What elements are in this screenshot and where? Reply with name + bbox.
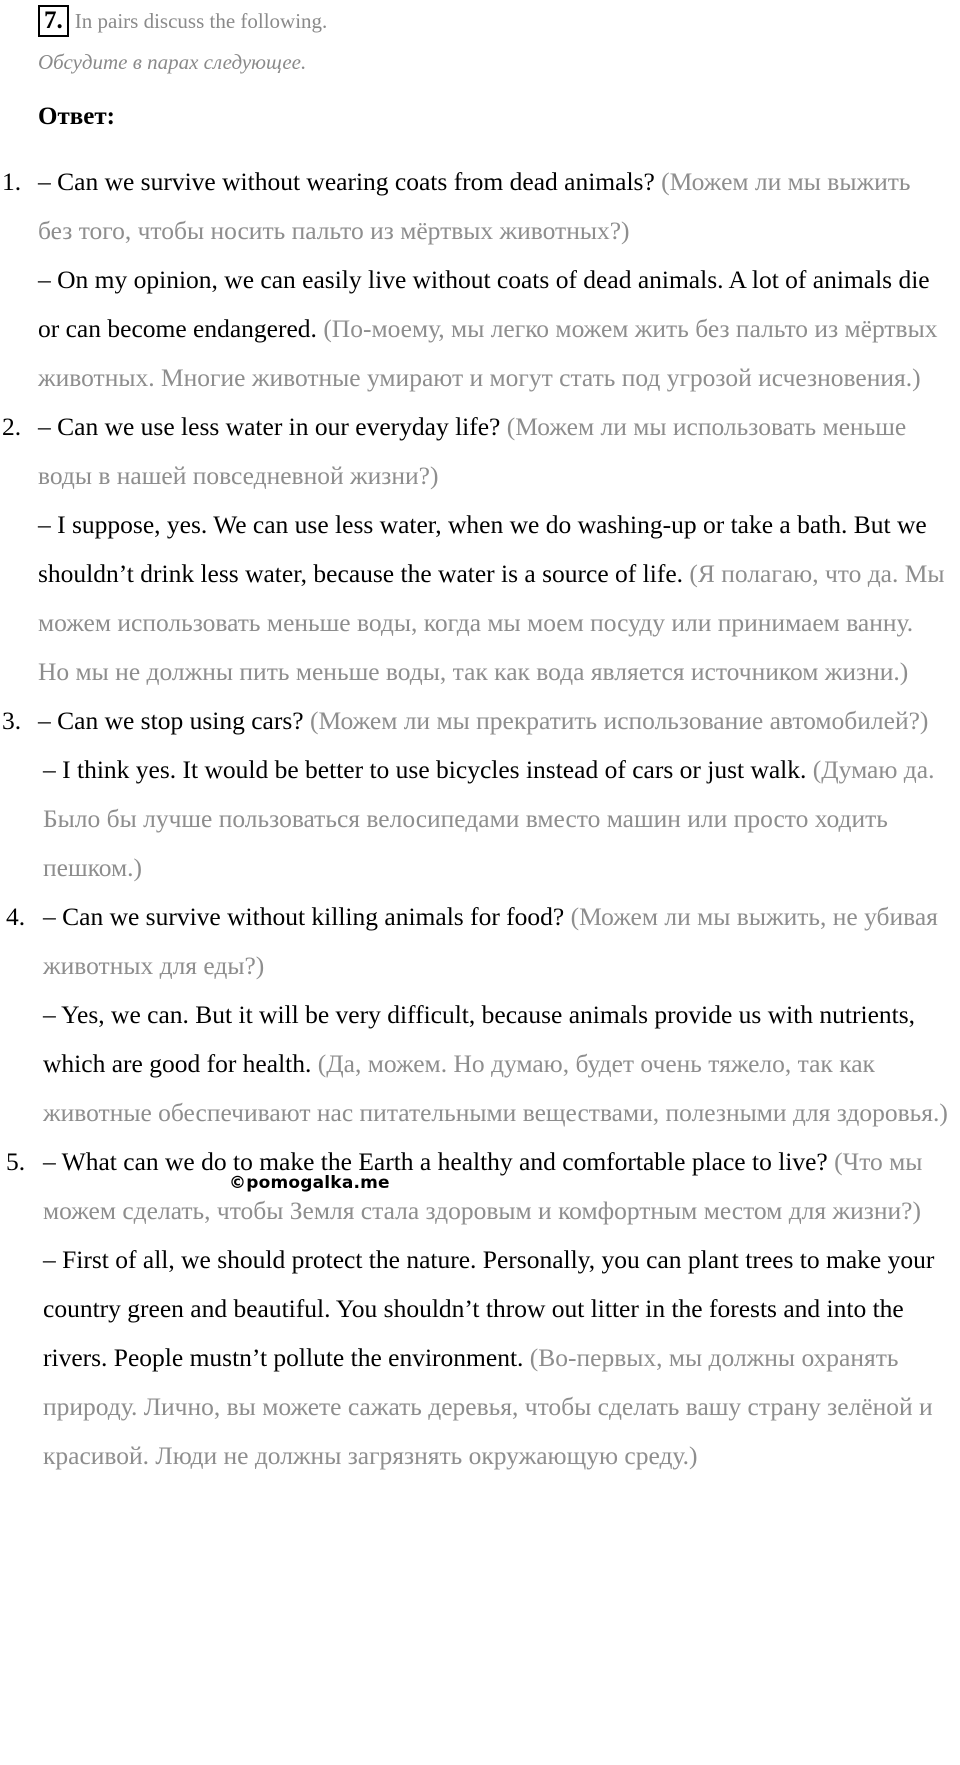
answer-paragraph xyxy=(38,255,950,402)
question-en: – What can we do to make the Earth a healthy and comfortable place to live? xyxy=(43,1147,828,1176)
task-subtitle: Обсудите в парах следующее. xyxy=(38,50,307,74)
list-item xyxy=(0,696,960,892)
question-en: – Can we survive without killing animals for food? xyxy=(43,902,565,931)
answer-paragraph xyxy=(38,745,950,892)
question-en: – Can we stop using cars? xyxy=(38,706,304,735)
watermark: ©pomogalka.me xyxy=(229,1173,390,1193)
answer-ru: (Да, можем. Но думаю, будет очень тяжело, так как животные обеспечивают нас питательными веществами, полезными для здоровья.) xyxy=(43,1049,948,1127)
question-en: – Can we survive without wearing coats from dead animals? xyxy=(38,167,655,196)
answer-list xyxy=(0,157,960,1480)
question-ru: (Можем ли мы выжить, не убивая животных для еды?) xyxy=(43,902,938,980)
answer-ru: (Во-первых, мы должны охранять природу. Лично, вы можете сажать деревья, чтобы сделать вашу страну зелёной и красивой. Люди не должны загрязнять окружающую среду.) xyxy=(43,1343,933,1470)
list-item xyxy=(0,892,960,1137)
question-paragraph xyxy=(38,696,950,745)
question-ru: (Можем ли мы выжить без того, чтобы носить пальто из мёртвых животных?) xyxy=(38,167,911,245)
item-number: 1. xyxy=(2,167,22,196)
answer-en: – I suppose, yes. We can use less water, when we do washing-up or take a bath. But we shouldn’t drink less water, because the water is a source of life. xyxy=(38,510,927,588)
list-item xyxy=(0,1137,960,1480)
answer-paragraph xyxy=(43,1235,950,1480)
task-number: 7. xyxy=(38,5,69,37)
answer-paragraph xyxy=(43,990,950,1137)
question-paragraph xyxy=(38,402,950,500)
answer-ru: (Думаю да. Было бы лучше пользоваться велосипедами вместо машин или просто ходить пешком.) xyxy=(43,755,935,882)
answer-ru: (По-моему, мы легко можем жить без пальто из мёртвых животных. Многие животные умирают и могут стать под угрозой исчезновения.) xyxy=(38,314,938,392)
answer-en: – Yes, we can. But it will be very difficult, because animals provide us with nutrients, which are good for health. xyxy=(43,1000,916,1078)
item-number: 3. xyxy=(2,706,22,735)
question-ru: (Можем ли мы использовать меньше воды в нашей повседневной жизни?) xyxy=(38,412,907,490)
item-number: 5. xyxy=(6,1147,26,1176)
answer-ru: (Я полагаю, что да. Мы можем использовать меньше воды, когда мы моем посуду или принимаем ванну. Но мы не должны пить меньше воды, так как вода является источником жизни.) xyxy=(38,559,945,686)
list-item xyxy=(0,402,960,696)
list-item xyxy=(0,157,960,402)
question-paragraph xyxy=(43,892,950,990)
answer-en: – On my opinion, we can easily live without coats of dead animals. A lot of animals die or can become endangered. xyxy=(38,265,930,343)
question-en: – Can we use less water in our everyday life? xyxy=(38,412,501,441)
task-title: In pairs discuss the following. xyxy=(74,8,328,33)
item-number: 4. xyxy=(6,902,26,931)
answer-label: Ответ: xyxy=(38,103,115,130)
question-ru: (Что мы можем сделать, чтобы Земля стала здоровым и комфортным местом для жизни?) xyxy=(43,1147,923,1225)
answer-en: – I think yes. It would be better to use bicycles instead of cars or just walk. xyxy=(43,755,807,784)
answer-en: – First of all, we should protect the nature. Personally, you can plant trees to make your country green and beautiful. You shouldn’t throw out litter in the forests and into the rivers. People mustn’t pollute the environment. xyxy=(43,1245,935,1372)
question-paragraph xyxy=(43,1137,950,1235)
answer-paragraph xyxy=(38,500,950,696)
item-number: 2. xyxy=(2,412,22,441)
task-header xyxy=(38,4,327,38)
question-ru: (Можем ли мы прекратить использование автомобилей?) xyxy=(309,706,929,735)
question-paragraph xyxy=(38,157,950,255)
